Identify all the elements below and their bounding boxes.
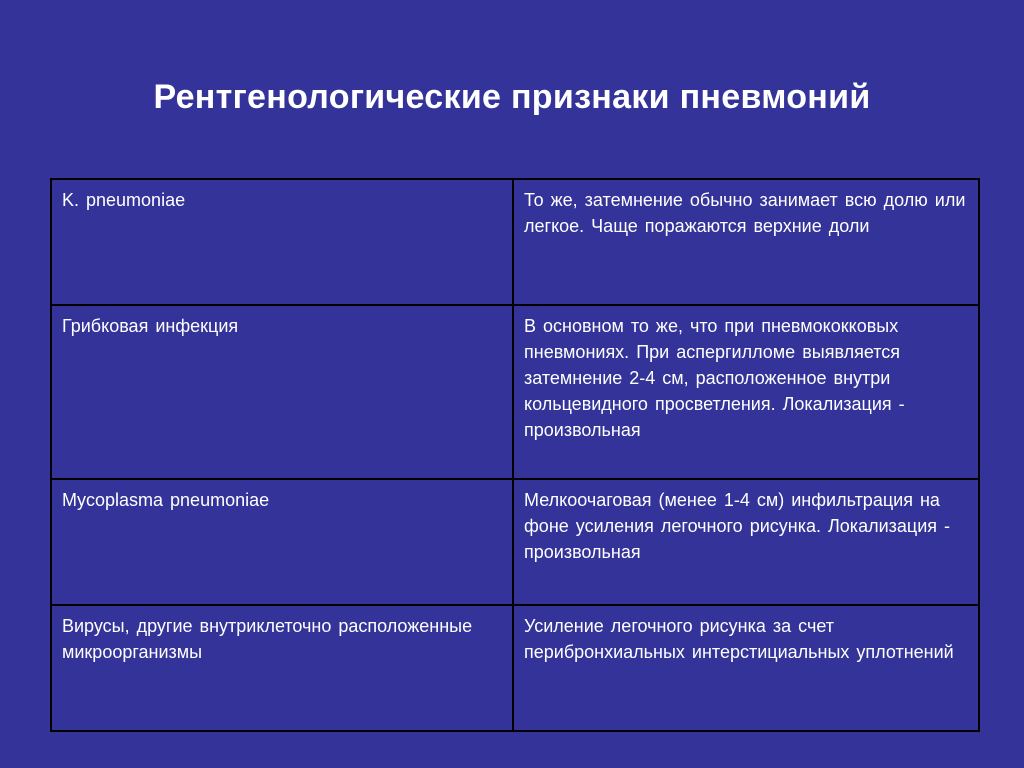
description-cell: То же, затемнение обычно занимает всю долю или легкое. Чаще поражаются верхние доли [513,179,979,305]
pathogen-cell: Вирусы, другие внутриклеточно расположенные микроорганизмы [51,605,513,731]
table-row [51,605,979,731]
table-row [51,179,979,305]
description-cell: Мелкоочаговая (менее 1-4 см) инфильтрация на фоне усиления легочного рисунка. Локализация - произвольная [513,479,979,605]
table-row [51,305,979,479]
pathogen-cell: Mycoplasma pneumoniae [51,479,513,605]
pneumonia-xray-table [50,178,980,732]
description-cell: Усиление легочного рисунка за счет перибронхиальных интерстициальных уплотнений [513,605,979,731]
table-row [51,479,979,605]
pathogen-cell: Грибковая инфекция [51,305,513,479]
pathogen-cell: K. pneumoniae [51,179,513,305]
slide-title: Рентгенологические признаки пневмоний [153,78,871,116]
description-cell: В основном то же, что при пневмококковых пневмониях. При аспергилломе выявляется затемнение 2-4 см, расположенное внутри кольцевидного просветления. Локализация - произвольная [513,305,979,479]
